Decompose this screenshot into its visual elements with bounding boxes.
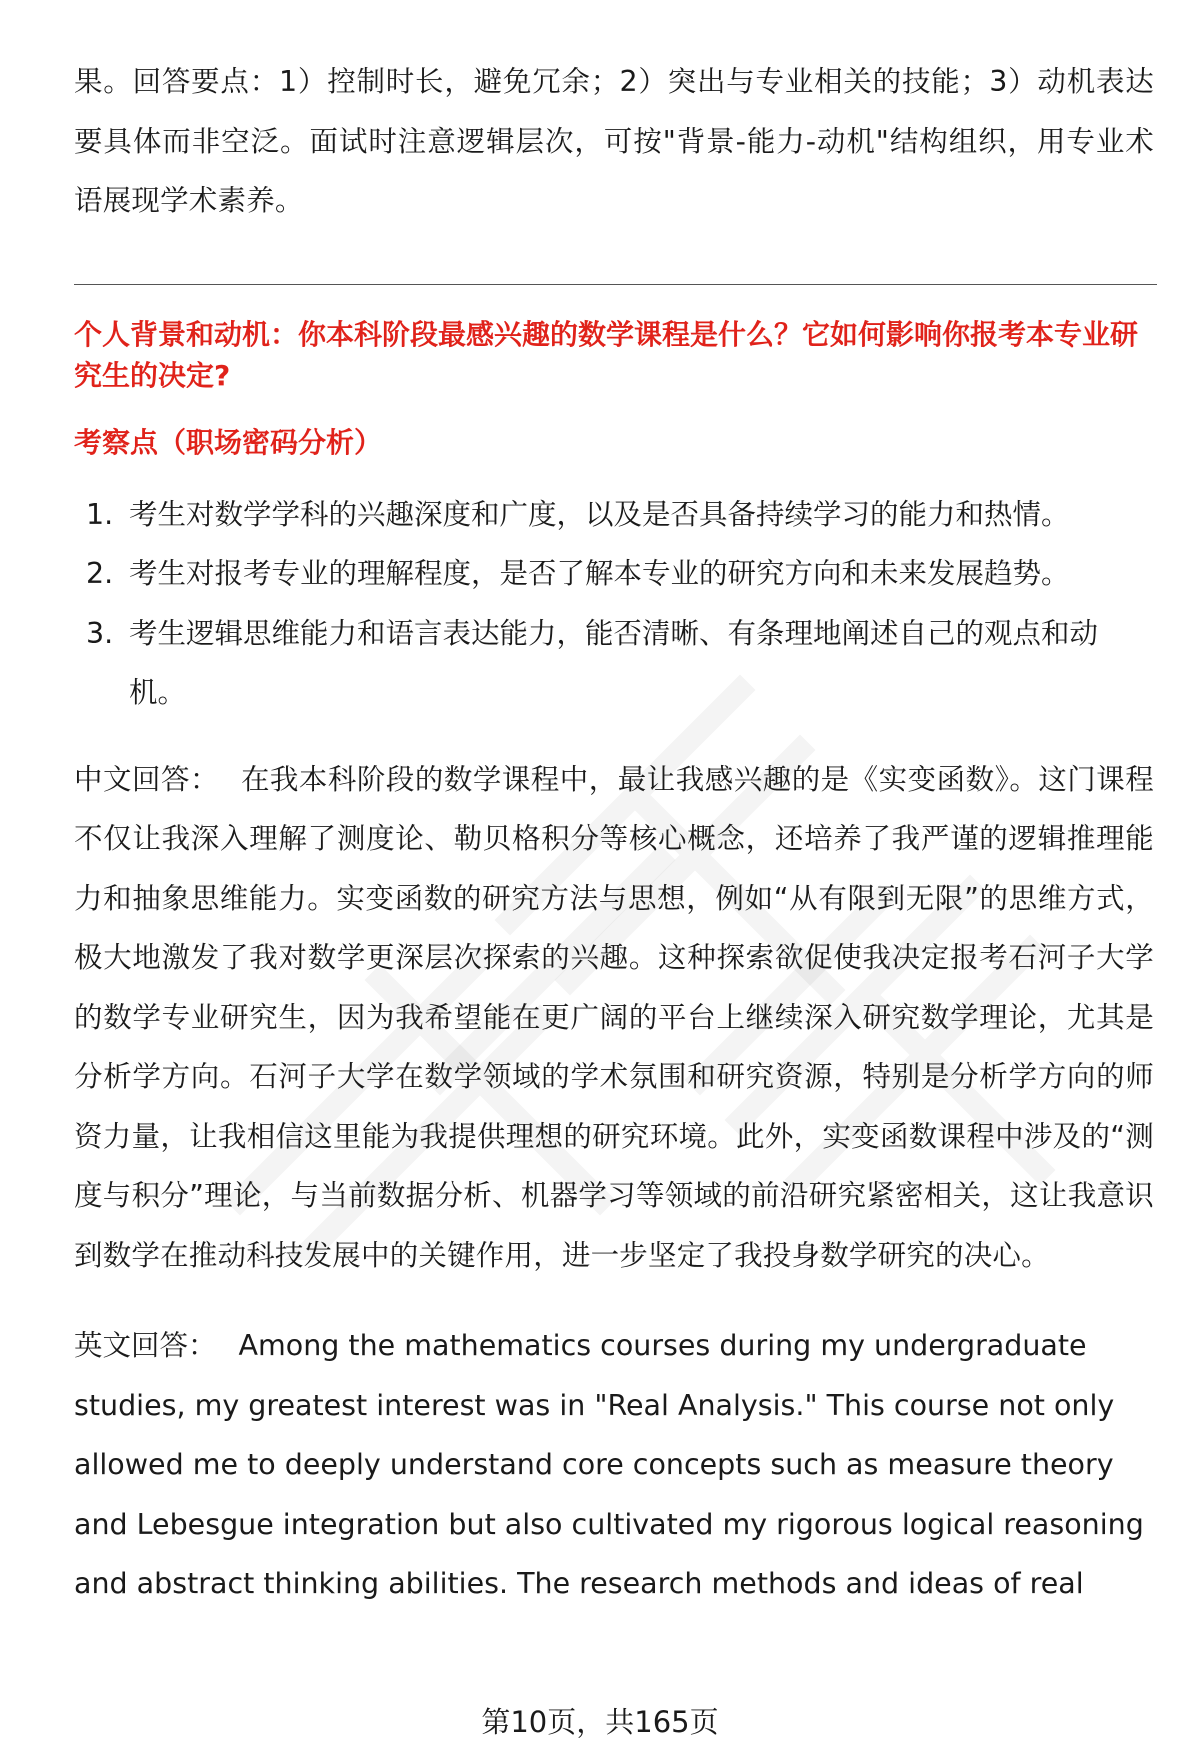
answer-chinese-label: 中文回答：: [74, 762, 219, 796]
list-item-number: 2.: [86, 557, 114, 590]
question-title: 个人背景和动机：你本科阶段最感兴趣的数学课程是什么？它如何影响你报考本专业研究生的决定?: [74, 317, 1139, 392]
list-item-text: 考生对数学学科的兴趣深度和广度，以及是否具备持续学习的能力和热情。: [129, 497, 1070, 531]
list-item: [74, 544, 1154, 604]
answer-english-label: 英文回答：: [74, 1329, 217, 1362]
answer-english: [74, 1316, 1154, 1614]
section-divider: [74, 284, 1157, 285]
answer-chinese: [74, 750, 1154, 1286]
list-item-text: 考生逻辑思维能力和语言表达能力，能否清晰、有条理地阐述自己的观点和动机。: [129, 616, 1099, 709]
list-item-number: 1.: [86, 497, 114, 531]
intro-paragraph: 果。回答要点：1）控制时长，避免冗余；2）突出与专业相关的技能；3）动机表达要具体而非空泛。面试时注意逻辑层次，可按"背景-能力-动机"结构组织，用专业术语展现学术素养。: [74, 65, 1154, 217]
answer-english-text: Among the mathematics courses during my undergraduate studies, my greatest interest was in "Real Analysis." This course not only allowed me to deeply understand core concepts such as measure theory and Lebesgue integration but also cultivated my rigorous logical reasoning and abstract thinking abilities. The research methods and ideas of real: [74, 1329, 1144, 1600]
list-item-text: 考生对报考专业的理解程度，是否了解本专业的研究方向和未来发展趋势。: [129, 557, 1070, 590]
list-item-number: 3.: [86, 616, 114, 650]
analysis-heading: 考察点（职场密码分析）: [74, 425, 383, 459]
answer-chinese-text: 在我本科阶段的数学课程中，最让我感兴趣的是《实变函数》。这门课程不仅让我深入理解了测度论、勒贝格积分等核心概念，还培养了我严谨的逻辑推理能力和抽象思维能力。实变函数的研究方法与思想，例如“从有限到无限”的思维方式，极大地激发了我对数学更深层次探索的兴趣。这种探索欲促使我决定报考石河子大学的数学专业研究生，因为我希望能在更广阔的平台上继续深入研究数学理论，尤其是分析学方向。石河子大学在数学领域的学术氛围和研究资源，特别是分析学方向的师资力量，让我相信这里能为我提供理想的研究环境。此外，实变函数课程中涉及的“测度与积分”理论，与当前数据分析、机器学习等领域的前沿研究紧密相关，这让我意识到数学在推动科技发展中的关键作用，进一步坚定了我投身数学研究的决心。: [74, 762, 1154, 1272]
list-item: [74, 604, 1154, 723]
list-item: [74, 485, 1154, 545]
page-number-footer: 第10页，共165页: [481, 1705, 719, 1739]
page-content: [74, 52, 1154, 1614]
analysis-points-list: [74, 485, 1154, 723]
